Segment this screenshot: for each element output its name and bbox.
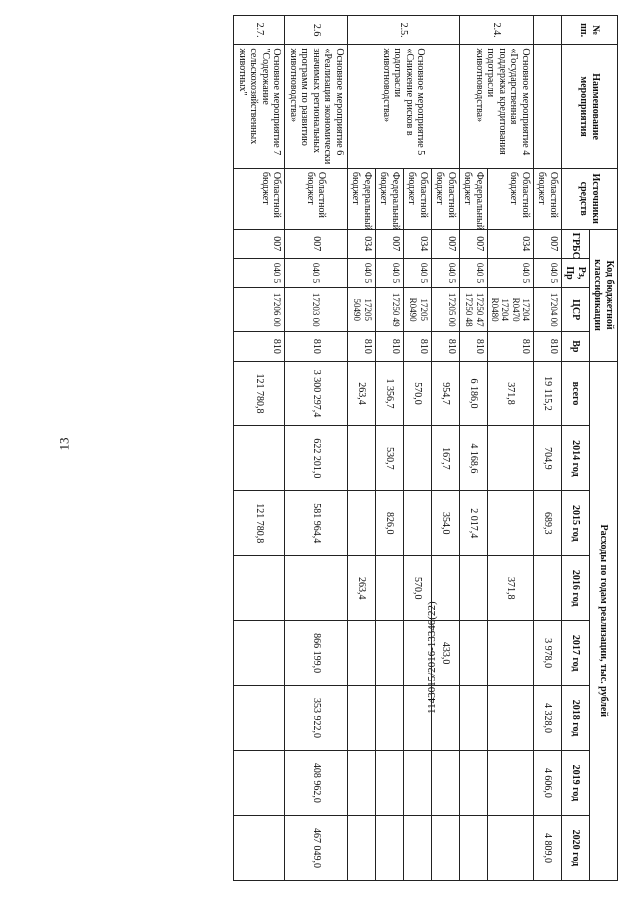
cell-csr: 17205 50490 [347,288,375,332]
cell-2020 [347,815,375,880]
cell-source: Областной бюджет [431,168,459,229]
cell-source: Федеральный бюджет [375,168,403,229]
header-2020: 2020 год [562,815,590,880]
header-2016: 2016 год [562,556,590,621]
cell-rzpr: 040 5 [431,258,459,287]
cell-grbs: 007 [534,229,562,258]
cell-2016 [375,556,403,621]
header-num: № пп. [562,16,618,45]
cell-2014 [347,426,375,491]
cell-grbs: 034 [347,229,375,258]
cell-2017 [234,621,285,686]
cell-2016: 570,0 [403,556,431,621]
cell-num: 2.6 [285,16,348,45]
cell-num [534,16,562,45]
cell-2014: 622 201,0 [285,426,348,491]
cell-2014 [403,426,431,491]
cell-2015 [347,491,375,556]
header-2017: 2017 год [562,621,590,686]
cell-2015: 354,0 [431,491,459,556]
cell-2017: 866 199,0 [285,621,348,686]
cell-rzpr: 040 5 [403,258,431,287]
cell-num: 2.4. [459,16,533,45]
cell-2017 [375,621,403,686]
cell-2014: 704,9 [534,426,562,491]
cell-csr: 17250 49 [375,288,403,332]
cell-name: Основное мероприятие 6 «Реализация экономически значимых региональных программ по развитию животноводства» [285,45,348,169]
cell-vr: 810 [375,332,403,361]
cell-vr: 810 [534,332,562,361]
cell-2020 [375,815,403,880]
cell-2020: 4 809,0 [534,815,562,880]
cell-2017: 3 978,0 [534,621,562,686]
cell-rzpr: 040 5 [285,258,348,287]
cell-vr: 810 [234,332,285,361]
cell-grbs: 007 [431,229,459,258]
cell-2017 [459,621,487,686]
cell-csr: 17206 00 [234,288,285,332]
table-row [234,16,285,881]
cell-2017: 433,0 [431,621,459,686]
cell-2015 [487,491,533,556]
cell-2019 [431,750,459,815]
table-row [285,16,348,881]
cell-2016: 263,4 [347,556,375,621]
cell-csr: 17204 00 [534,288,562,332]
cell-source: Областной бюджет [234,168,285,229]
cell-rzpr: 040 5 [375,258,403,287]
cell-2017 [347,621,375,686]
cell-2018 [234,686,285,751]
cell-2018 [375,686,403,751]
cell-rzpr: 040 5 [534,258,562,287]
header-2015: 2015 год [562,491,590,556]
cell-2019 [403,750,431,815]
cell-vr: 810 [347,332,375,361]
cell-2019 [487,750,533,815]
cell-vr: 810 [403,332,431,361]
cell-2020 [459,815,487,880]
cell-2019: 4 606,0 [534,750,562,815]
cell-vr: 810 [431,332,459,361]
cell-2018 [347,686,375,751]
cell-2014: 4 168,6 [459,426,487,491]
cell-2019: 408 962,0 [285,750,348,815]
header-2019: 2019 год [562,750,590,815]
cell-csr: 17204 R0470 17204 R0480 [487,288,533,332]
cell-2017 [487,621,533,686]
cell-total: 371,8 [487,361,533,426]
header-rzpr: Рз, Пр [562,258,590,287]
cell-2016 [431,556,459,621]
cell-2020: 467 049,0 [285,815,348,880]
cell-source: Областной бюджет [487,168,533,229]
cell-2015: 121 780,8 [234,491,285,556]
cell-total: 3 300 297,4 [285,361,348,426]
cell-2014: 167,7 [431,426,459,491]
cell-grbs: 034 [487,229,533,258]
cell-name: Основное мероприятие 4 «Государственная поддержка кредитования подотрасли животноводства» [459,45,533,169]
cell-rzpr: 040 5 [459,258,487,287]
cell-rzpr: 040 5 [347,258,375,287]
cell-total: 6 186,0 [459,361,487,426]
header-2014: 2014 год [562,426,590,491]
cell-vr: 810 [285,332,348,361]
cell-2015: 689,3 [534,491,562,556]
cell-name: Основное мероприятие 7 "Содержание сельскохозяйственных животных" [234,45,285,169]
table-row [487,16,533,881]
cell-2018 [403,686,431,751]
cell-2014: 530,7 [375,426,403,491]
cell-2018 [431,686,459,751]
cell-2014 [487,426,533,491]
cell-2018 [487,686,533,751]
cell-grbs: 007 [234,229,285,258]
header-name: Наименование мероприятия [562,45,618,169]
cell-vr: 810 [459,332,487,361]
cell-total: 570,0 [403,361,431,426]
cell-num: 2.5. [347,16,459,45]
cell-2020 [431,815,459,880]
cell-total: 19 115,2 [534,361,562,426]
cell-rzpr: 040 5 [487,258,533,287]
cell-2014 [234,426,285,491]
cell-2016 [285,556,348,621]
cell-csr: 17205 00 [431,288,459,332]
header-source: Источники средств [562,168,618,229]
cell-total: 1 356,7 [375,361,403,426]
cell-source: Областной бюджет [534,168,562,229]
cell-total: 263,4 [347,361,375,426]
page-number: 13 [56,437,72,451]
cell-csr: 17205 R0490 [403,288,431,332]
cell-csr: 17203 00 [285,288,348,332]
cell-vr: 810 [487,332,533,361]
cell-name [534,45,562,169]
header-csr: ЦСР [562,288,590,332]
cell-source: Областной бюджет [285,168,348,229]
cell-2019 [234,750,285,815]
cell-2018: 4 328,0 [534,686,562,751]
cell-2016 [459,556,487,621]
cell-grbs: 007 [285,229,348,258]
cell-total: 121 780,8 [234,361,285,426]
cell-2016 [534,556,562,621]
cell-2016 [234,556,285,621]
cell-grbs: 034 [403,229,431,258]
cell-2018 [459,686,487,751]
header-expense-group: Расходы по годам реализации, тыс. рублей [590,361,618,880]
cell-2019 [459,750,487,815]
header-grbs: ГРБС [562,229,590,258]
cell-source: Федеральный бюджет [459,168,487,229]
cell-2018: 353 922,0 [285,686,348,751]
header-2018: 2018 год [562,686,590,751]
cell-2020 [487,815,533,880]
header-total: всего [562,361,590,426]
cell-total: 954,7 [431,361,459,426]
cell-num: 2.7. [234,16,285,45]
cell-2015: 826,0 [375,491,403,556]
cell-source: Федеральный бюджет [347,168,375,229]
header-row-1 [590,16,618,881]
cell-source: Областной бюджет [403,168,431,229]
cell-grbs: 007 [459,229,487,258]
table-row [534,16,562,881]
cell-2016: 371,8 [487,556,533,621]
budget-table-container [233,15,618,881]
cell-grbs: 007 [375,229,403,258]
cell-2020 [234,815,285,880]
cell-2019 [347,750,375,815]
header-vr: Вр [562,332,590,361]
cell-name: Основное мероприятие 5 «Снижение рисков в подотрасли животноводства» [347,45,459,169]
budget-table [233,15,618,881]
cell-rzpr: 040 5 [234,258,285,287]
cell-2020 [403,815,431,880]
document-code: 1143015/2016-13346(22) [426,601,438,714]
header-code-group: Код бюджетной классификации [590,229,618,361]
cell-2017 [403,621,431,686]
cell-2015: 2 017,4 [459,491,487,556]
cell-csr: 17250 47 17250 48 [459,288,487,332]
cell-2019 [375,750,403,815]
cell-2015 [403,491,431,556]
cell-2015: 581 964,4 [285,491,348,556]
table-row [431,16,459,881]
